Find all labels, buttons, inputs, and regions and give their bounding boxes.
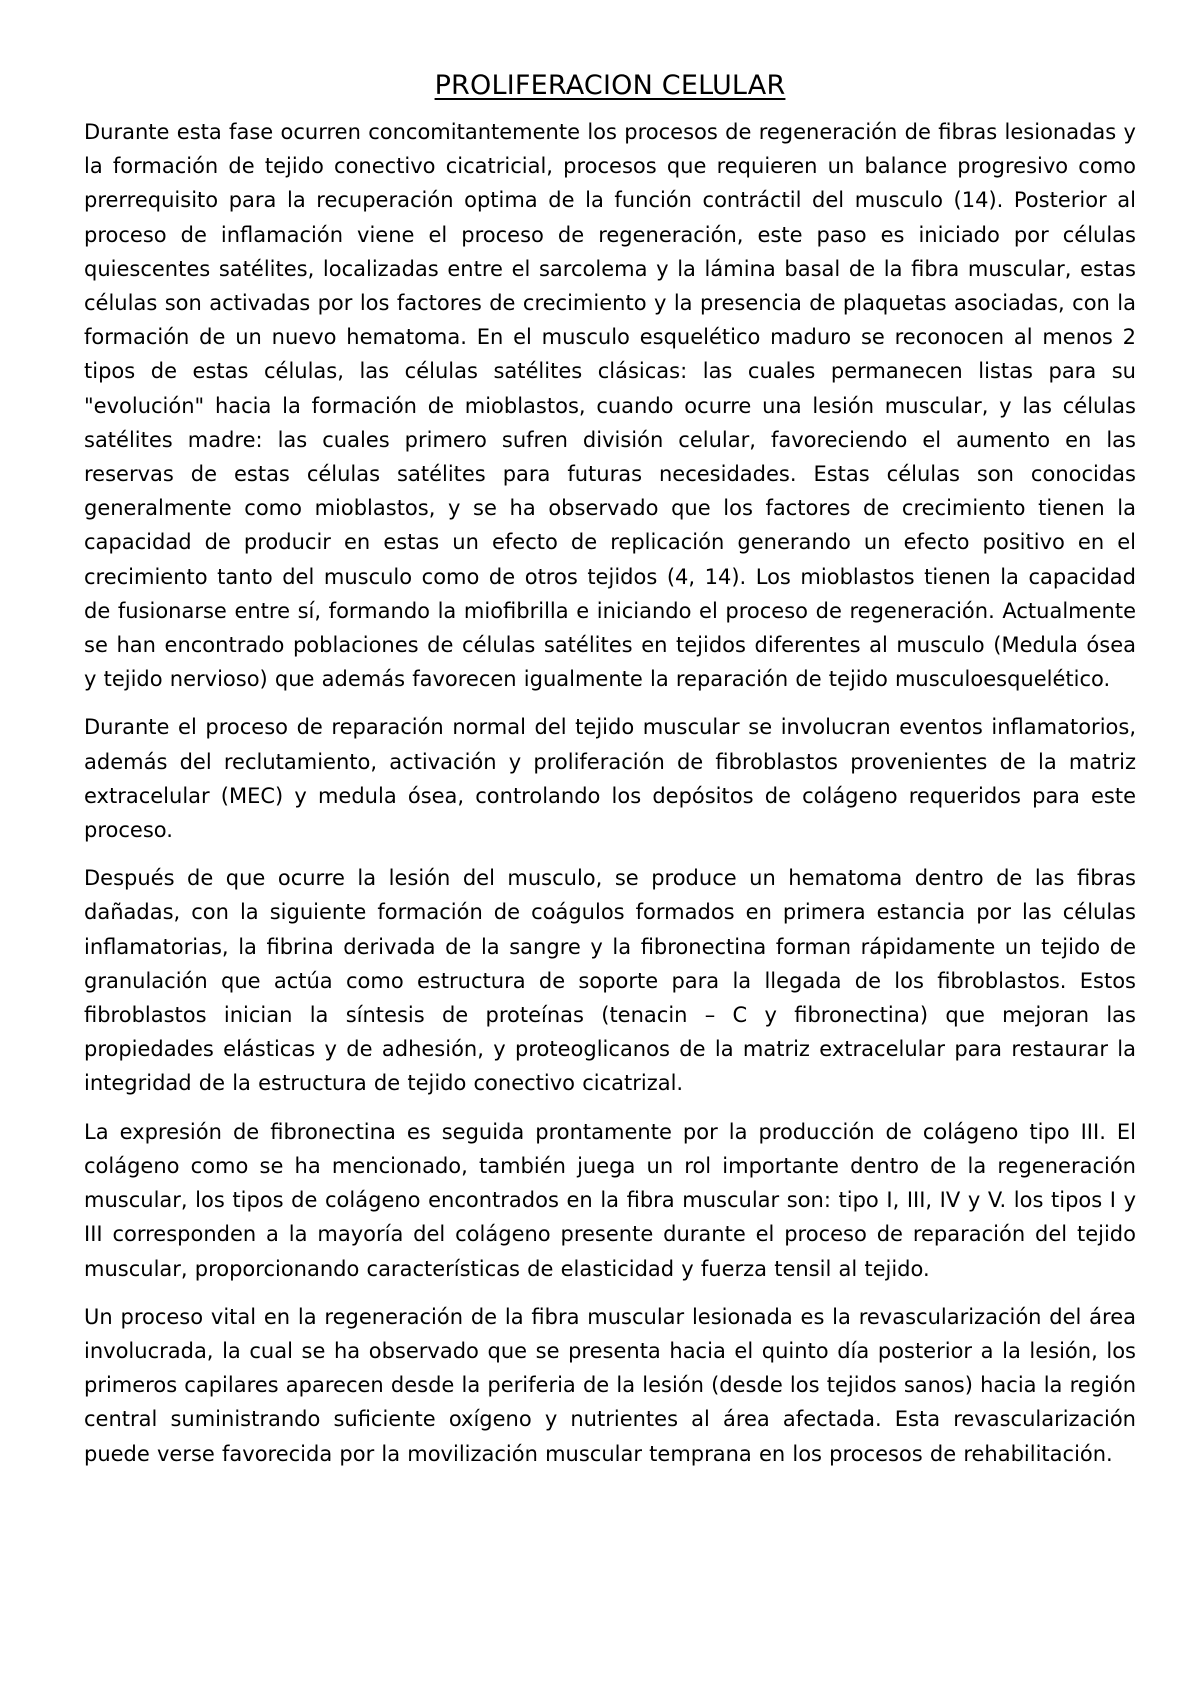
- paragraph-3: Después de que ocurre la lesión del musculo, se produce un hematoma dentro de las fibras dañadas, con la siguiente formación de coágulos formados en primera estancia por las células inflamatorias, la fibrina derivada de la sangre y la fibronectina forman rápidamente un tejido de granulación que actúa como estructura de soporte para la llegada de los fibroblastos. Estos fibroblastos inician la síntesis de proteínas (tenacin – C y fibronectina) que mejoran las propiedades elásticas y de adhesión, y proteoglicanos de la matriz extracelular para restaurar la integridad de la estructura de tejido conectivo cicatrizal.: [84, 866, 1136, 1096]
- paragraph-4: La expresión de fibronectina es seguida prontamente por la producción de colágeno tipo III. El colágeno como se ha mencionado, también juega un rol importante dentro de la regeneración muscular, los tipos de colágeno encontrados en la fibra muscular son: tipo I, III, IV y V. los tipos I y III corresponden a la mayoría del colágeno presente durante el proceso de reparación del tejido muscular, proporcionando características de elasticidad y fuerza tensil al tejido.: [84, 1119, 1136, 1281]
- paragraph-2: Durante el proceso de reparación normal del tejido muscular se involucran eventos inflamatorios, además del reclutamiento, activación y proliferación de fibroblastos provenientes de la matriz extracelular (MEC) y medula ósea, controlando los depósitos de colágeno requeridos para este proceso.: [84, 715, 1136, 843]
- paragraph-1: Durante esta fase ocurren concomitantemente los procesos de regeneración de fibras lesionadas y la formación de tejido conectivo cicatricial, procesos que requieren un balance progresivo como prerrequisito para la recuperación optima de la función contráctil del musculo (14). Posterior al proceso de inflamación viene el proceso de regeneración, este paso es iniciado por células quiescentes satélites, localizadas entre el sarcolema y la lámina basal de la fibra muscular, estas células son activadas por los factores de crecimiento y la presencia de plaquetas asociadas, con la formación de un nuevo hematoma. En el musculo esquelético maduro se reconocen al menos 2 tipos de estas células, las células satélites clásicas: las cuales permanecen listas para su "evolución" hacia la formación de mioblastos, cuando ocurre una lesión muscular, y las células satélites madre: las cuales primero sufren división celular, favoreciendo el aumento en las reservas de estas células satélites para futuras necesidades. Estas células son conocidas generalmente como mioblastos, y se ha observado que los factores de crecimiento tienen la capacidad de producir en estas un efecto de replicación generando un efecto positivo en el crecimiento tanto del musculo como de otros tejidos (4, 14). Los mioblastos tienen la capacidad de fusionarse entre sí, formando la miofibrilla e iniciando el proceso de regeneración. Actualmente se han encontrado poblaciones de células satélites en tejidos diferentes al musculo (Medula ósea y tejido nervioso) que además favorecen igualmente la reparación de tejido musculoesquelético.: [84, 120, 1136, 692]
- paragraph-5: Un proceso vital en la regeneración de la fibra muscular lesionada es la revascularización del área involucrada, la cual se ha observado que se presenta hacia el quinto día posterior a la lesión, los primeros capilares aparecen desde la periferia de la lesión (desde los tejidos sanos) hacia la región central suministrando suficiente oxígeno y nutrientes al área afectada. Esta revascularización puede verse favorecida por la movilización muscular temprana en los procesos de rehabilitación.: [84, 1304, 1137, 1466]
- document-title: PROLIFERACION CELULAR: [434, 70, 786, 101]
